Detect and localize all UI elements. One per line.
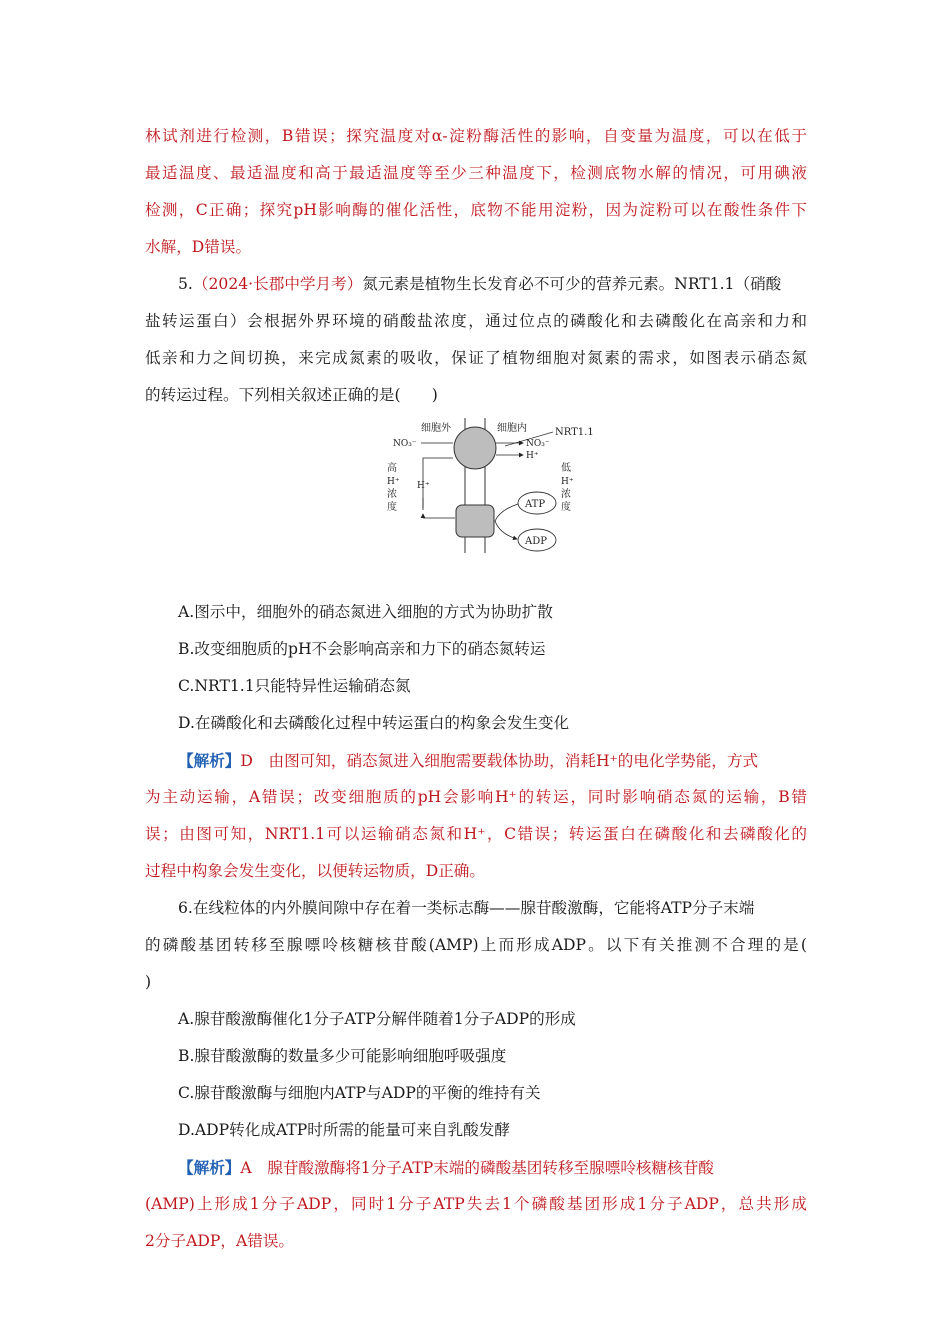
label-inside: 细胞内 xyxy=(497,423,527,434)
q5-stem-first: 氮元素是植物生长发育必不可少的营养元素。NRT1.1（硝酸 xyxy=(362,275,782,293)
q5-stem-line: 盐转运蛋白）会根据外界环境的硝酸盐浓度，通过位点的磷酸化和去磷酸化在高亲和力和 xyxy=(145,312,807,330)
q6-analysis-label: 【解析】 xyxy=(178,1158,241,1177)
page-content xyxy=(145,118,807,1260)
q5-stem-line: 低亲和力之间切换，来完成氮素的吸收，保证了植物细胞对氮素的需求，如图表示硝态氮 xyxy=(145,349,807,367)
high-label-4: 度 xyxy=(387,502,397,513)
label-no3-right: NO₃⁻ xyxy=(526,439,550,449)
q5-analysis-line: 过程中构象会发生变化，以便转运物质，D正确。 xyxy=(145,862,485,880)
low-label-3: 浓 xyxy=(561,489,571,500)
q6-analysis-first: A 腺苷酸激酶将1分子ATP末端的磷酸基团转移至腺嘌呤核糖核苷酸 xyxy=(240,1159,714,1177)
q6-stem-line: 的磷酸基团转移至腺嘌呤核糖核苷酸(AMP)上而形成ADP。以下有关推测不合理的是( xyxy=(145,936,807,954)
q5-option-d: D.在磷酸化和去磷酸化过程中转运蛋白的构象会发生变化 xyxy=(178,714,570,732)
transport-figure xyxy=(145,414,807,594)
q5-source: （2024·长郡中学月考） xyxy=(192,275,363,293)
label-nrt: NRT1.1 xyxy=(555,427,594,438)
q5-analysis-line: 为主动运输，A错误；改变细胞质的pH会影响H⁺的转运，同时影响硝态氮的运输，B错 xyxy=(145,788,807,806)
q5-option-a: A.图示中，细胞外的硝态氮进入细胞的方式为协助扩散 xyxy=(178,603,553,621)
q6-stem-first: 6.在线粒体的内外膜间隙中存在着一类标志酶——腺苷酸激酶，它能将ATP分子末端 xyxy=(178,899,755,917)
atpase-pump-icon xyxy=(456,505,494,537)
prev-analysis-line: 水解，D错误。 xyxy=(145,238,252,256)
q6-option-a: A.腺苷酸激酶催化1分子ATP分解伴随着1分子ADP的形成 xyxy=(178,1010,576,1028)
q5-option-c: C.NRT1.1只能特异性运输硝态氮 xyxy=(178,677,411,695)
label-h-middle: H⁺ xyxy=(417,481,430,491)
label-h-right: H⁺ xyxy=(526,451,539,461)
q6-analysis-first-line xyxy=(145,1149,807,1186)
label-adp: ADP xyxy=(525,536,547,547)
prev-analysis-line: 林试剂进行检测，B错误；探究温度对α-淀粉酶活性的影响，自变量为温度，可以在低于 xyxy=(145,127,807,145)
q6-option-c: C.腺苷酸激酶与细胞内ATP与ADP的平衡的维持有关 xyxy=(178,1084,541,1102)
label-outside: 细胞外 xyxy=(421,423,451,434)
label-no3-left: NO₃⁻ xyxy=(393,439,417,449)
q6-option-d: D.ADP转化成ATP时所需的能量可来自乳酸发酵 xyxy=(178,1121,510,1139)
q6-option-b: B.腺苷酸激酶的数量多少可能影响细胞呼吸强度 xyxy=(178,1047,507,1065)
q6-analysis-line: 2分子ADP，A错误。 xyxy=(145,1232,295,1250)
high-label-2: H⁺ xyxy=(387,477,400,487)
high-label-3: 浓 xyxy=(387,489,397,500)
low-label-1: 低 xyxy=(561,463,571,474)
prev-analysis-line: 检测，C正确；探究pH影响酶的催化活性，底物不能用淀粉，因为淀粉可以在酸性条件下 xyxy=(145,201,807,219)
atp-to-adp-arrow xyxy=(495,504,518,539)
nrt-diagram xyxy=(385,418,605,558)
q5-analysis-label: 【解析】 xyxy=(178,751,241,770)
nrt-protein-icon xyxy=(454,427,496,469)
q6-analysis-line: (AMP)上形成1分子ADP，同时1分子ATP失去1个磷酸基团形成1分子ADP，总共形成 xyxy=(145,1195,807,1213)
high-label-1: 高 xyxy=(387,463,397,474)
q5-stem-line: 的转运过程。下列相关叙述正确的是( ) xyxy=(145,386,438,404)
q6-stem-line: ) xyxy=(145,973,152,991)
low-label-4: 度 xyxy=(561,502,571,513)
q5-analysis-first: D 由图可知，硝态氮进入细胞需要载体协助，消耗H⁺的电化学势能，方式 xyxy=(240,752,759,770)
low-label-2: H⁺ xyxy=(561,477,574,487)
q5-option-b: B.改变细胞质的pH不会影响高亲和力下的硝态氮转运 xyxy=(178,640,546,658)
prev-analysis-line: 最适温度、最适温度和高于最适温度等至少三种温度下，检测底物水解的情况，可用碘液 xyxy=(145,164,807,182)
q5-number: 5. xyxy=(178,275,193,293)
q5-stem-first-line xyxy=(145,266,807,303)
label-atp: ATP xyxy=(525,499,546,510)
q5-analysis-line: 误；由图可知，NRT1.1可以运输硝态氮和H⁺，C错误；转运蛋白在磷酸化和去磷酸化的 xyxy=(145,825,807,843)
q5-analysis-first-line xyxy=(145,742,807,779)
